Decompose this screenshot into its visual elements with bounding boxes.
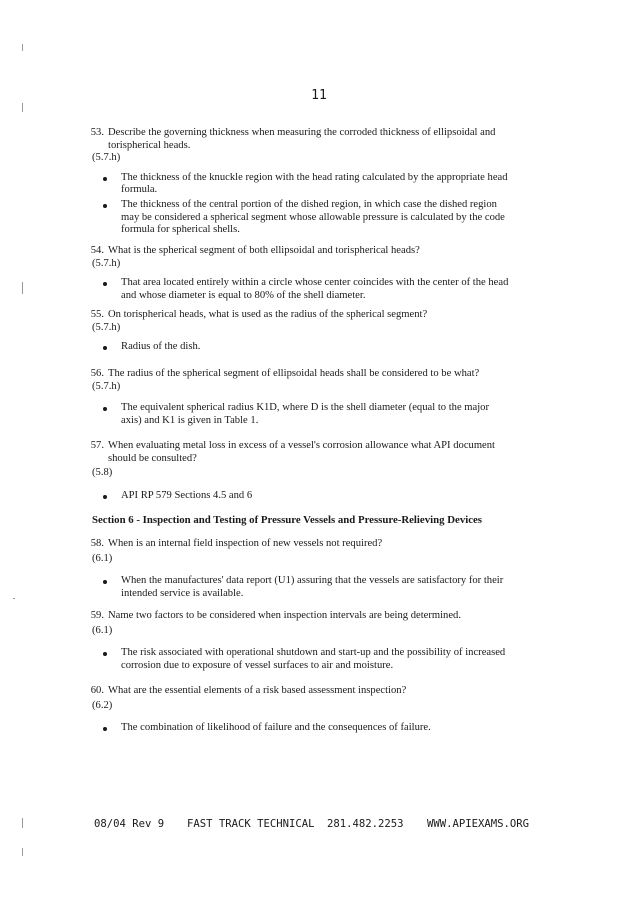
answer-list — [0, 722, 638, 735]
answer-list — [0, 277, 638, 302]
scan-speck — [22, 103, 23, 112]
footer-phone: 281.482.2253 — [327, 818, 404, 830]
question-number: 55. — [90, 309, 104, 320]
scan-speck — [22, 818, 23, 828]
question-block-60 — [0, 685, 638, 737]
code-reference: (5.7.h) — [92, 152, 121, 164]
code-reference: (6.2) — [92, 699, 113, 711]
question-text: On torispherical heads, what is used as the radius of the spherical segment? — [108, 309, 428, 320]
footer-date-revision: 08/04 Rev 9 — [94, 818, 165, 830]
scan-speck — [22, 44, 23, 51]
answer-list — [0, 341, 638, 354]
answer-item: The risk associated with operational shutdown and start-up and the possibility of increased corrosion due to exposure of vessel surfaces to air and moisture. — [0, 647, 509, 672]
answer-item: The thickness of the central portion of the dished region, in which case the dished region may be considered a spherical segment whose allowable pressure is calculated by the code formula for spherical shells. — [0, 199, 509, 237]
question — [0, 440, 508, 465]
question-number: 56. — [90, 368, 104, 379]
question-text: Describe the governing thickness when measuring the corroded thickness of ellipsoidal and torispherical heads. — [108, 127, 496, 151]
answer-list — [0, 575, 638, 600]
question-number: 54. — [90, 245, 104, 256]
question — [0, 685, 508, 698]
answer-item: When the manufactures' data report (U1) assuring that the vessels are satisfactory for their intended service is available. — [0, 575, 509, 600]
question-number: 57. — [90, 440, 104, 451]
answer-list — [0, 402, 638, 427]
section-heading: Section 6 - Inspection and Testing of Pressure Vessels and Pressure-Relieving Devices — [92, 514, 482, 526]
scan-speck — [13, 598, 15, 599]
answer-item: That area located entirely within a circle whose center coincides with the center of the head and whose diameter is equal to 80% of the shell diameter. — [0, 277, 509, 302]
question-number: 59. — [90, 610, 104, 621]
question — [0, 309, 508, 322]
code-reference: (6.1) — [92, 552, 113, 564]
question-block-53 — [0, 127, 638, 239]
answer-item: API RP 579 Sections 4.5 and 6 — [0, 490, 509, 503]
footer-company: FAST TRACK TECHNICAL — [187, 818, 315, 830]
question-block-58 — [0, 538, 638, 602]
question — [0, 610, 508, 623]
answer-item: The thickness of the knuckle region with the head rating calculated by the appropriate head formula. — [0, 172, 509, 197]
code-reference: (5.8) — [92, 467, 113, 479]
question-text: What are the essential elements of a risk based assessment inspection? — [108, 685, 407, 696]
question — [0, 127, 508, 152]
question-text: What is the spherical segment of both ellipsoidal and torispherical heads? — [108, 245, 420, 256]
question-number: 53. — [90, 127, 104, 138]
answer-item: Radius of the dish. — [0, 341, 509, 354]
code-reference: (6.1) — [92, 624, 113, 636]
question-number: 58. — [90, 538, 104, 549]
question-block-59 — [0, 610, 638, 674]
answer-item: The combination of likelihood of failure and the consequences of failure. — [0, 722, 509, 735]
question-number: 60. — [90, 685, 104, 696]
question-text: When is an internal field inspection of new vessels not required? — [108, 538, 383, 549]
question — [0, 368, 508, 381]
code-reference: (5.7.h) — [92, 380, 121, 392]
answer-list — [0, 490, 638, 503]
scan-speck — [22, 282, 23, 294]
answer-list — [0, 172, 638, 237]
answer-list — [0, 647, 638, 672]
question — [0, 245, 508, 258]
question-block-56 — [0, 368, 638, 429]
scan-speck — [22, 848, 23, 856]
question-text: When evaluating metal loss in excess of a vessel's corrosion allowance what API document should be consulted? — [108, 440, 496, 464]
question-text: Name two factors to be considered when inspection intervals are being determined. — [108, 610, 462, 621]
code-reference: (5.7.h) — [92, 321, 121, 333]
code-reference: (5.7.h) — [92, 257, 121, 269]
question-text: The radius of the spherical segment of ellipsoidal heads shall be considered to be what? — [108, 368, 480, 379]
footer-website: WWW.APIEXAMS.ORG — [427, 818, 530, 830]
question-block-54 — [0, 245, 638, 304]
question — [0, 538, 508, 551]
answer-item: The equivalent spherical radius K1D, where D is the shell diameter (equal to the major axis) and K1 is given in Table 1. — [0, 402, 509, 427]
page-number: 11 — [311, 88, 327, 103]
question-block-55 — [0, 309, 638, 356]
question-block-57 — [0, 440, 638, 504]
